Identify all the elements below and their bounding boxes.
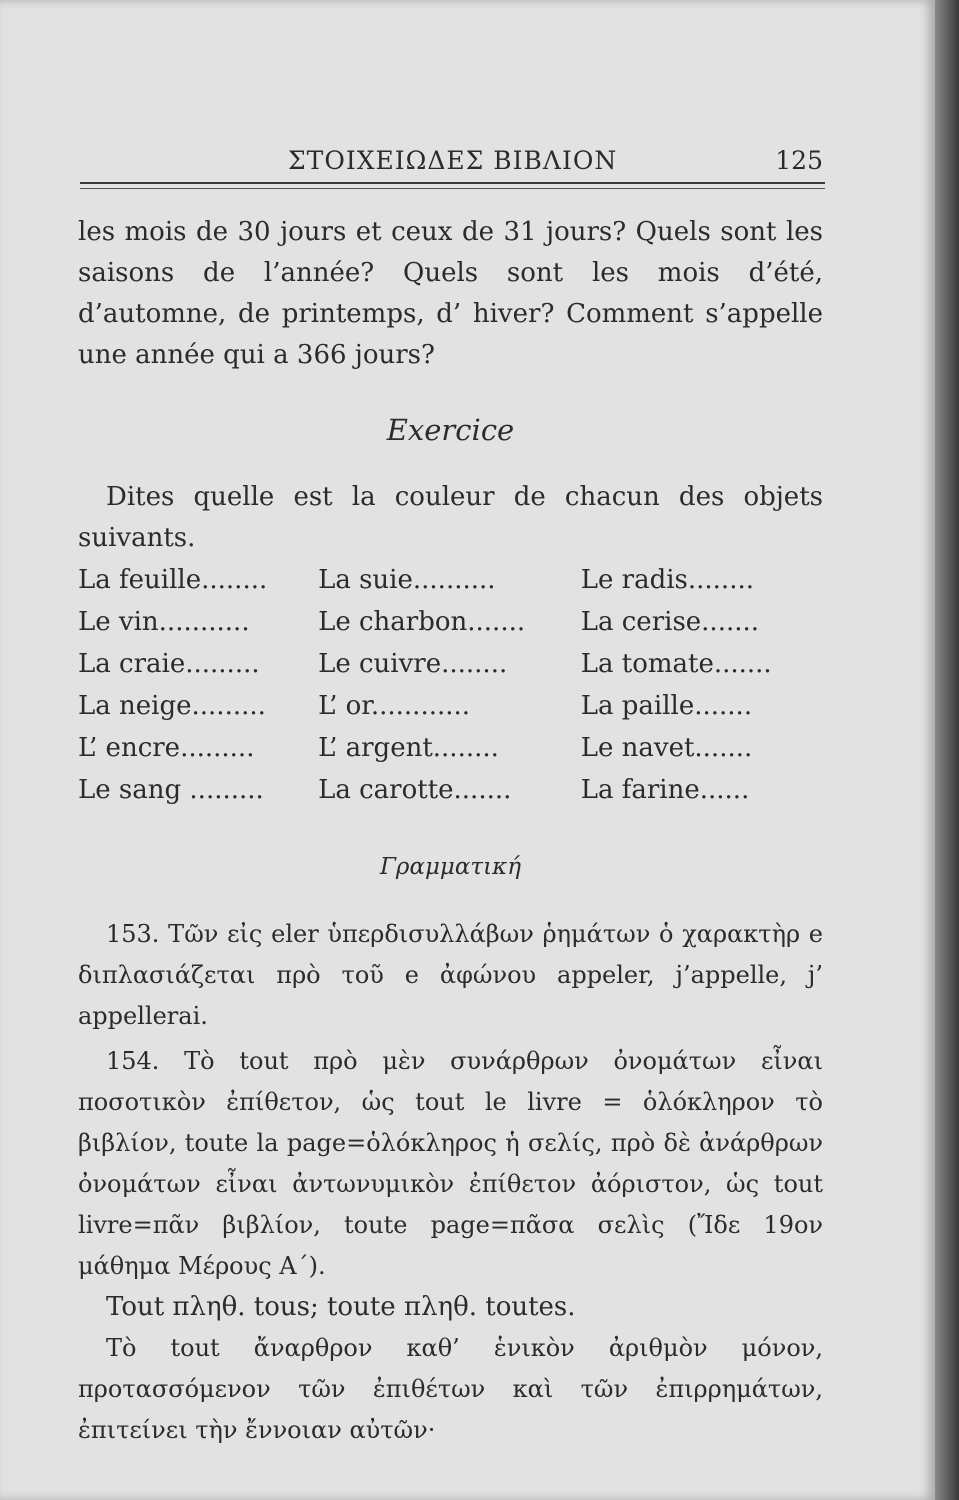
exercise-cell: Le cuivre........ [318, 648, 508, 679]
header-rule [80, 182, 825, 184]
exercise-row [78, 601, 823, 643]
page-number: 125 [775, 146, 823, 175]
book-edge [935, 0, 959, 1500]
page-header [80, 138, 825, 180]
exercise-cell: La paille....... [580, 690, 753, 721]
exercise-cell: La tomate....... [580, 648, 772, 679]
exercise-row [78, 685, 823, 727]
exercise-cell: Le sang ......... [78, 774, 264, 805]
exercise-heading: Exercice [386, 413, 515, 447]
grammar-heading: Γραμματική [379, 854, 522, 880]
paragraph-154: 154. Τὸ tout πρὸ μὲν συνάρθρων ὀνομάτων εἶναι ποσοτικὸν ἐπίθετον, ὡς tout le livre = ὁλόκληρον τὸ βιβλίον, toute la page=ὁλόκληρος ἡ σελίς, πρὸ δὲ ἀνάρθρων ὀνομάτων εἶναι ἀντωνυμικὸν ἐπίθετον ἀόριστον, ὡς tout livre=πᾶν βιβλίον, toute page=πᾶσα σελὶς (Ἴδε 19ον μάθημα Μέρους Α΄). [78, 1047, 823, 1280]
exercise-cell: La craie......... [78, 648, 260, 679]
paragraph-153: 153. Τῶν εἰς eler ὑπερδισυλλάβων ῥημάτων ὁ χαρακτὴρ e διπλασιάζεται πρὸ τοῦ e ἀφώνου appeler, j’appelle, j’ appellerai. [78, 920, 823, 1030]
exercise-cell: Le navet....... [580, 732, 753, 763]
exercise-cell: La neige......... [78, 690, 266, 721]
exercise-row [78, 643, 823, 685]
exercise-cell: L’ argent........ [318, 732, 499, 763]
exercise-row [78, 559, 823, 601]
exercise-cell: La suie.......... [318, 564, 496, 595]
exercise-row [78, 727, 823, 769]
final-paragraph: Τὸ tout ἄναρθρον καθ’ ἑνικὸν ἀριθμὸν μόνον, προτασσόμενον τῶν ἐπιθέτων καὶ τῶν ἐπιρρημάτων, ἐπιτείνει τὴν ἔννοιαν αὐτῶν· [78, 1334, 823, 1444]
exercise-cell: La feuille........ [78, 564, 268, 595]
exercise-cell: Le charbon....... [318, 606, 526, 637]
exercise-cell: La carotte....... [318, 774, 512, 805]
exercise-cell: Le vin........... [78, 606, 250, 637]
exercise-cell: La cerise....... [580, 606, 760, 637]
exercise-row [78, 769, 823, 811]
exercise-table [78, 559, 823, 811]
header-rule-thin [80, 188, 825, 189]
page-body [78, 212, 823, 1451]
running-title: ΣΤΟΙΧΕΙΩΔΕΣ ΒΙΒΛΙΟΝ [288, 146, 618, 175]
intro-paragraph: les mois de 30 jours et ceux de 31 jours? Quels sont les saisons de l’année? Quels sont les mois d’été, d’automne, de printemps, d’ hiver? Comment s’appelle une année qui a 366 jours? [78, 217, 823, 370]
exercise-cell: L’ encre......... [78, 732, 255, 763]
exercise-cell: Le radis........ [580, 564, 754, 595]
plural-line: Tout πληθ. tous; toute πληθ. toutes. [106, 1292, 576, 1322]
exercise-instruction: Dites quelle est la couleur de chacun des objets suivants. [78, 482, 823, 553]
exercise-cell: L’ or............ [318, 690, 471, 721]
exercise-cell: La farine...... [580, 774, 750, 805]
